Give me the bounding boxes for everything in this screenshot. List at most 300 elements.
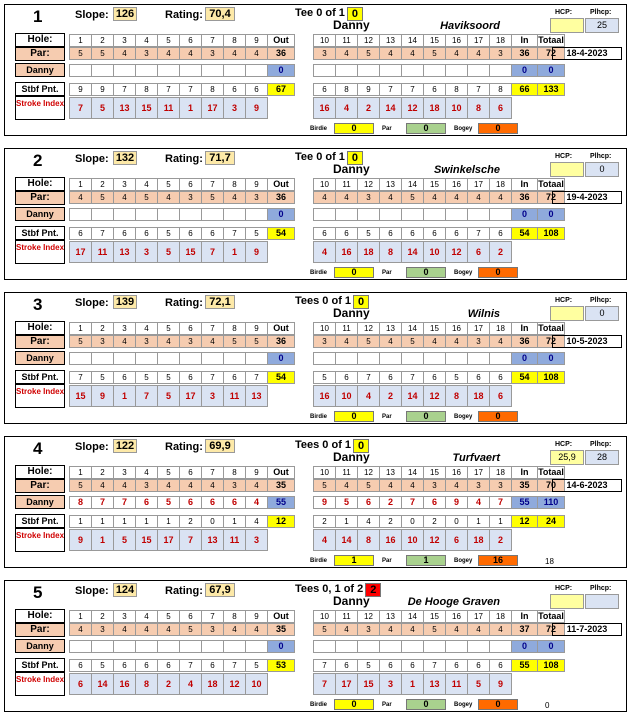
si-cell: 3 bbox=[223, 97, 246, 119]
pl-cell[interactable] bbox=[157, 208, 180, 221]
pl-cell[interactable] bbox=[201, 208, 224, 221]
hole-cell: 2 bbox=[91, 466, 114, 479]
counts-legend bbox=[310, 123, 526, 134]
hole-out: Out bbox=[267, 610, 295, 623]
pl-cell[interactable] bbox=[223, 640, 246, 653]
hole-cell: 14 bbox=[401, 178, 424, 191]
hole-cell: 1 bbox=[69, 34, 92, 47]
si-row-back bbox=[313, 97, 511, 119]
stbf-cell: 6 bbox=[245, 83, 268, 96]
hole-cell: 16 bbox=[445, 610, 468, 623]
hole-cell: 12 bbox=[357, 322, 380, 335]
pl-cell[interactable] bbox=[313, 208, 336, 221]
hole-cell: 15 bbox=[423, 34, 446, 47]
si-cell: 11 bbox=[223, 529, 246, 551]
pl-cell[interactable] bbox=[113, 640, 136, 653]
stbf-cell: 5 bbox=[157, 227, 180, 240]
pl-cell[interactable] bbox=[445, 640, 468, 653]
hole-cell: 9 bbox=[245, 178, 268, 191]
hole-total: Totaal bbox=[538, 35, 564, 45]
hcp-value[interactable]: 25,9 bbox=[550, 450, 584, 465]
si-cell: 5 bbox=[91, 97, 114, 119]
pl-cell[interactable] bbox=[335, 640, 358, 653]
plhcp-value[interactable]: 0 bbox=[585, 162, 619, 177]
hole-cell: 5 bbox=[157, 322, 180, 335]
pl-cell[interactable] bbox=[157, 352, 180, 365]
player-name: Danny bbox=[333, 306, 370, 320]
pl-cell[interactable] bbox=[223, 352, 246, 365]
stbf-cell: 8 bbox=[445, 83, 468, 96]
stbf-cell: 7 bbox=[69, 371, 92, 384]
hole-row-front bbox=[69, 178, 294, 191]
pl-cell[interactable]: 6 bbox=[357, 496, 380, 509]
si-row-front bbox=[69, 529, 267, 551]
pl-cell[interactable] bbox=[401, 64, 424, 77]
pl-cell[interactable] bbox=[379, 640, 402, 653]
par-in: 36 bbox=[511, 335, 538, 348]
hole-cell: 13 bbox=[379, 34, 402, 47]
par-cell: 4 bbox=[179, 47, 202, 60]
hole-cell: 3 bbox=[113, 466, 136, 479]
pl-cell[interactable] bbox=[489, 640, 512, 653]
pl-cell[interactable]: 6 bbox=[135, 496, 158, 509]
hcp-value[interactable] bbox=[550, 162, 584, 177]
pl-cell[interactable] bbox=[135, 640, 158, 653]
par-row-front bbox=[69, 623, 294, 636]
pl-cell[interactable] bbox=[69, 208, 92, 221]
si-cell: 7 bbox=[201, 241, 224, 263]
par-cell: 5 bbox=[223, 335, 246, 348]
stbf-cell: 6 bbox=[467, 371, 490, 384]
par-row-front bbox=[69, 191, 294, 204]
hole-cell: 4 bbox=[135, 610, 158, 623]
pl-cell[interactable] bbox=[69, 352, 92, 365]
plhcp-label: Plhcp: bbox=[590, 441, 612, 448]
pl-cell[interactable] bbox=[357, 64, 380, 77]
side-empty bbox=[552, 64, 622, 77]
pl-cell[interactable] bbox=[357, 208, 380, 221]
stbf-cell: 5 bbox=[91, 659, 114, 672]
rating-value: 70,4 bbox=[205, 7, 235, 21]
pl-cell[interactable]: 7 bbox=[113, 496, 136, 509]
pl-cell[interactable] bbox=[489, 208, 512, 221]
par-cell: 4 bbox=[113, 191, 136, 204]
par-cell: 4 bbox=[135, 623, 158, 636]
hcp-value[interactable] bbox=[550, 306, 584, 321]
par-cell: 3 bbox=[423, 479, 446, 492]
par-label: Par: bbox=[15, 335, 65, 349]
counts-legend bbox=[310, 555, 526, 566]
si-cell: 14 bbox=[379, 97, 402, 119]
stbf-cell: 7 bbox=[401, 83, 424, 96]
par-cell: 4 bbox=[423, 335, 446, 348]
pl-cell[interactable] bbox=[69, 64, 92, 77]
si-cell: 7 bbox=[135, 385, 158, 407]
hole-cell: 3 bbox=[113, 178, 136, 191]
stbf-cell: 2 bbox=[379, 515, 402, 528]
scorecard-2 bbox=[4, 148, 627, 280]
hole-cell: 2 bbox=[91, 34, 114, 47]
pl-cell[interactable] bbox=[69, 640, 92, 653]
pl-cell[interactable] bbox=[91, 208, 114, 221]
stbf-cell: 7 bbox=[91, 227, 114, 240]
pl-row-front bbox=[69, 352, 294, 365]
bogey-label: Bogey bbox=[454, 557, 473, 564]
tee-text: Tees 0, 1 of 2 bbox=[295, 583, 364, 595]
pl-cell[interactable] bbox=[401, 640, 424, 653]
hole-cell: 8 bbox=[223, 610, 246, 623]
pl-cell[interactable]: 8 bbox=[69, 496, 92, 509]
pl-in: 0 bbox=[511, 208, 538, 221]
hole-cell: 11 bbox=[335, 322, 358, 335]
si-cell: 8 bbox=[135, 673, 158, 695]
pl-cell[interactable] bbox=[401, 208, 424, 221]
hole-cell: 1 bbox=[69, 178, 92, 191]
hcp-value[interactable] bbox=[550, 594, 584, 609]
pl-cell[interactable] bbox=[313, 352, 336, 365]
pl-total: 0 bbox=[537, 640, 565, 653]
stbf-cell: 5 bbox=[445, 371, 468, 384]
pl-cell[interactable] bbox=[467, 640, 490, 653]
pl-cell[interactable]: 6 bbox=[423, 496, 446, 509]
pl-cell[interactable] bbox=[179, 352, 202, 365]
pl-cell[interactable] bbox=[467, 208, 490, 221]
slope-label: Slope: bbox=[75, 153, 109, 165]
pl-cell[interactable]: 9 bbox=[445, 496, 468, 509]
pl-cell[interactable]: 6 bbox=[223, 496, 246, 509]
par-label: Par: bbox=[15, 191, 65, 205]
pl-row-back bbox=[313, 208, 564, 221]
pl-cell[interactable] bbox=[357, 640, 380, 653]
hole-cell: 13 bbox=[379, 178, 402, 191]
pl-cell[interactable] bbox=[179, 640, 202, 653]
si-cell: 13 bbox=[113, 97, 136, 119]
birdie-label: Birdie bbox=[310, 701, 328, 708]
pl-cell[interactable] bbox=[113, 64, 136, 77]
pl-cell[interactable] bbox=[379, 352, 402, 365]
si-cell: 16 bbox=[379, 529, 402, 551]
pl-cell[interactable] bbox=[135, 352, 158, 365]
par-cell: 4 bbox=[379, 479, 402, 492]
pl-cell[interactable]: 7 bbox=[91, 496, 114, 509]
stbf-cell: 6 bbox=[423, 227, 446, 240]
hole-in: In bbox=[511, 466, 538, 479]
pl-row-front bbox=[69, 208, 294, 221]
hole-cell: 10 bbox=[313, 34, 336, 47]
plhcp-value[interactable]: 28 bbox=[585, 450, 619, 465]
stroke-index-label: Stroke Index bbox=[15, 672, 65, 696]
hole-row-front bbox=[69, 322, 294, 335]
hole-cell: 12 bbox=[357, 610, 380, 623]
stbf-cell: 1 bbox=[113, 515, 136, 528]
pl-cell[interactable] bbox=[223, 208, 246, 221]
pl-cell[interactable] bbox=[91, 352, 114, 365]
par-cell: 3 bbox=[135, 47, 158, 60]
rating-value: 69,9 bbox=[205, 439, 235, 453]
par-cell: 5 bbox=[357, 335, 380, 348]
par-cell: 4 bbox=[379, 335, 402, 348]
pl-cell[interactable] bbox=[335, 64, 358, 77]
pl-cell[interactable] bbox=[423, 208, 446, 221]
slope-value: 126 bbox=[113, 7, 137, 21]
par-cell: 5 bbox=[69, 47, 92, 60]
pl-cell[interactable]: 7 bbox=[489, 496, 512, 509]
rating-value: 72,1 bbox=[205, 295, 235, 309]
si-cell: 15 bbox=[135, 529, 158, 551]
player-row-label: Danny bbox=[15, 495, 65, 509]
par-cell: 3 bbox=[357, 191, 380, 204]
pl-cell[interactable] bbox=[91, 640, 114, 653]
pl-cell[interactable] bbox=[445, 208, 468, 221]
pl-cell[interactable]: 2 bbox=[379, 496, 402, 509]
pl-cell[interactable] bbox=[313, 64, 336, 77]
hole-row-back bbox=[313, 466, 564, 479]
pl-cell[interactable]: 9 bbox=[313, 496, 336, 509]
pl-cell[interactable] bbox=[335, 352, 358, 365]
pl-cell[interactable] bbox=[423, 640, 446, 653]
stbf-cell: 6 bbox=[489, 371, 512, 384]
hole-cell: 9 bbox=[245, 34, 268, 47]
pl-cell[interactable] bbox=[489, 352, 512, 365]
stbf-cell: 6 bbox=[179, 371, 202, 384]
pl-cell[interactable] bbox=[245, 640, 268, 653]
si-cell: 12 bbox=[223, 673, 246, 695]
si-cell: 2 bbox=[489, 241, 512, 263]
pl-cell[interactable] bbox=[201, 64, 224, 77]
si-cell: 18 bbox=[201, 673, 224, 695]
hole-cell: 18 bbox=[489, 322, 512, 335]
slope-label: Slope: bbox=[75, 9, 109, 21]
pl-cell[interactable]: 4 bbox=[467, 496, 490, 509]
hcp-value[interactable] bbox=[550, 18, 584, 33]
stbf-cell: 6 bbox=[179, 227, 202, 240]
si-cell: 16 bbox=[313, 97, 336, 119]
par-cell: 5 bbox=[401, 191, 424, 204]
pl-cell[interactable] bbox=[223, 64, 246, 77]
hole-in: In bbox=[511, 178, 538, 191]
pl-cell[interactable] bbox=[423, 352, 446, 365]
par-cell: 4 bbox=[379, 47, 402, 60]
pl-cell[interactable] bbox=[91, 64, 114, 77]
par-cell: 4 bbox=[379, 623, 402, 636]
birdie-label: Birdie bbox=[310, 413, 328, 420]
hole-cell: 6 bbox=[179, 466, 202, 479]
par-cell: 5 bbox=[69, 335, 92, 348]
par-cell: 4 bbox=[313, 191, 336, 204]
par-count-label: Par bbox=[382, 125, 392, 132]
pl-cell[interactable] bbox=[245, 64, 268, 77]
si-cell: 15 bbox=[357, 673, 380, 695]
par-cell: 4 bbox=[489, 191, 512, 204]
hole-label: Hole: bbox=[15, 33, 65, 47]
pl-cell[interactable] bbox=[489, 64, 512, 77]
pl-row-front bbox=[69, 64, 294, 77]
hole-cell: 11 bbox=[335, 178, 358, 191]
par-out: 35 bbox=[267, 623, 295, 636]
pl-cell[interactable]: 7 bbox=[401, 496, 424, 509]
pl-cell[interactable] bbox=[379, 208, 402, 221]
hcp-label: HCP: bbox=[555, 585, 573, 592]
hole-cell: 16 bbox=[445, 466, 468, 479]
stbf-cell: 5 bbox=[357, 227, 380, 240]
si-cell: 17 bbox=[69, 241, 92, 263]
si-cell: 17 bbox=[335, 673, 358, 695]
pl-cell[interactable] bbox=[113, 208, 136, 221]
plhcp-value[interactable]: 25 bbox=[585, 18, 619, 33]
stbf-cell: 1 bbox=[335, 515, 358, 528]
stbf-cell: 7 bbox=[223, 659, 246, 672]
pl-cell[interactable]: 5 bbox=[157, 496, 180, 509]
stbf-cell: 8 bbox=[335, 83, 358, 96]
pl-cell[interactable]: 6 bbox=[201, 496, 224, 509]
si-cell: 9 bbox=[489, 673, 512, 695]
pl-cell[interactable] bbox=[157, 640, 180, 653]
si-cell: 5 bbox=[157, 241, 180, 263]
hole-cell: 9 bbox=[245, 322, 268, 335]
plhcp-value[interactable] bbox=[585, 594, 619, 609]
pl-cell[interactable] bbox=[467, 352, 490, 365]
si-cell: 14 bbox=[91, 673, 114, 695]
pl-cell[interactable] bbox=[201, 352, 224, 365]
hole-cell: 1 bbox=[69, 610, 92, 623]
par-cell: 5 bbox=[179, 623, 202, 636]
par-count-label: Par bbox=[382, 413, 392, 420]
stbf-row-front bbox=[69, 659, 294, 672]
par-count: 1 bbox=[406, 555, 446, 566]
par-cell: 4 bbox=[157, 191, 180, 204]
par-row-back bbox=[313, 479, 564, 492]
pl-cell[interactable] bbox=[379, 64, 402, 77]
stbf-cell: 5 bbox=[135, 371, 158, 384]
hole-cell: 4 bbox=[135, 178, 158, 191]
si-cell: 1 bbox=[113, 385, 136, 407]
par-out: 35 bbox=[267, 479, 295, 492]
pl-cell[interactable]: 6 bbox=[179, 496, 202, 509]
pl-cell[interactable] bbox=[245, 352, 268, 365]
pl-cell[interactable] bbox=[335, 208, 358, 221]
pl-cell[interactable] bbox=[467, 64, 490, 77]
tee-count: 0 bbox=[353, 439, 369, 453]
stbf-cell: 6 bbox=[69, 659, 92, 672]
si-cell: 6 bbox=[69, 673, 92, 695]
si-cell: 11 bbox=[91, 241, 114, 263]
stbf-cell: 5 bbox=[91, 371, 114, 384]
hole-total: Totaal bbox=[538, 179, 564, 189]
pl-cell[interactable]: 5 bbox=[335, 496, 358, 509]
pl-cell[interactable] bbox=[135, 208, 158, 221]
si-cell: 15 bbox=[179, 241, 202, 263]
stbf-cell: 4 bbox=[357, 515, 380, 528]
pl-cell[interactable] bbox=[313, 640, 336, 653]
par-total: 72 bbox=[537, 191, 565, 204]
stbf-cell: 6 bbox=[157, 659, 180, 672]
par-out: 36 bbox=[267, 335, 295, 348]
stbf-cell: 6 bbox=[223, 83, 246, 96]
si-row-front bbox=[69, 97, 267, 119]
hole-cell: 8 bbox=[223, 34, 246, 47]
par-cell: 4 bbox=[467, 623, 490, 636]
plhcp-value[interactable]: 0 bbox=[585, 306, 619, 321]
bogey-label: Bogey bbox=[454, 125, 473, 132]
par-count: 0 bbox=[406, 123, 446, 134]
si-cell: 4 bbox=[179, 673, 202, 695]
stbf-cell: 1 bbox=[91, 515, 114, 528]
bogey-label: Bogey bbox=[454, 269, 473, 276]
pl-cell[interactable] bbox=[357, 352, 380, 365]
hole-cell: 12 bbox=[357, 178, 380, 191]
stbf-cell: 1 bbox=[69, 515, 92, 528]
si-cell: 1 bbox=[179, 97, 202, 119]
pl-cell[interactable] bbox=[179, 208, 202, 221]
hole-cell: 6 bbox=[179, 34, 202, 47]
si-cell: 9 bbox=[245, 241, 268, 263]
card-number: 3 bbox=[33, 295, 43, 314]
tee-text: Tee 0 of 1 bbox=[295, 7, 345, 19]
hole-cell: 11 bbox=[335, 610, 358, 623]
si-cell: 2 bbox=[489, 529, 512, 551]
par-total: 72 bbox=[537, 47, 565, 60]
pl-cell[interactable] bbox=[157, 64, 180, 77]
hole-cell: 14 bbox=[401, 322, 424, 335]
card-number: 5 bbox=[33, 583, 43, 602]
pl-cell[interactable] bbox=[201, 640, 224, 653]
stbf-row-front bbox=[69, 83, 294, 96]
pl-cell[interactable] bbox=[135, 64, 158, 77]
pl-cell[interactable] bbox=[423, 64, 446, 77]
plhcp-label: Plhcp: bbox=[590, 9, 612, 16]
stbf-cell: 6 bbox=[223, 371, 246, 384]
hole-cell: 12 bbox=[357, 466, 380, 479]
par-cell: 3 bbox=[313, 47, 336, 60]
par-row-front bbox=[69, 335, 294, 348]
hole-cell: 4 bbox=[135, 466, 158, 479]
stbf-cell: 8 bbox=[135, 83, 158, 96]
si-row-front bbox=[69, 241, 267, 263]
stbf-cell: 6 bbox=[401, 659, 424, 672]
stbf-cell: 6 bbox=[445, 227, 468, 240]
plhcp-label: Plhcp: bbox=[590, 297, 612, 304]
si-cell: 12 bbox=[401, 97, 424, 119]
pl-cell[interactable] bbox=[245, 208, 268, 221]
hole-cell: 17 bbox=[467, 610, 490, 623]
stbf-cell: 6 bbox=[445, 659, 468, 672]
stbf-cell: 7 bbox=[423, 659, 446, 672]
par-count: 0 bbox=[406, 699, 446, 710]
pl-row-back bbox=[313, 640, 564, 653]
hole-row-front bbox=[69, 466, 294, 479]
par-out: 36 bbox=[267, 191, 295, 204]
stbf-cell: 7 bbox=[467, 227, 490, 240]
pl-cell[interactable]: 4 bbox=[245, 496, 268, 509]
stbf-cell: 0 bbox=[401, 515, 424, 528]
pl-total: 0 bbox=[537, 352, 565, 365]
hole-cell: 17 bbox=[467, 34, 490, 47]
pl-cell[interactable] bbox=[445, 352, 468, 365]
par-cell: 4 bbox=[157, 623, 180, 636]
hole-out: Out bbox=[267, 178, 295, 191]
stbf-row-back bbox=[313, 659, 564, 672]
pl-cell[interactable] bbox=[401, 352, 424, 365]
par-cell: 4 bbox=[445, 479, 468, 492]
par-cell: 5 bbox=[245, 335, 268, 348]
hole-cell: 6 bbox=[179, 322, 202, 335]
pl-in: 0 bbox=[511, 64, 538, 77]
si-cell: 13 bbox=[245, 385, 268, 407]
pl-cell[interactable] bbox=[113, 352, 136, 365]
pl-cell[interactable] bbox=[179, 64, 202, 77]
hole-cell: 6 bbox=[179, 610, 202, 623]
pl-cell[interactable] bbox=[445, 64, 468, 77]
